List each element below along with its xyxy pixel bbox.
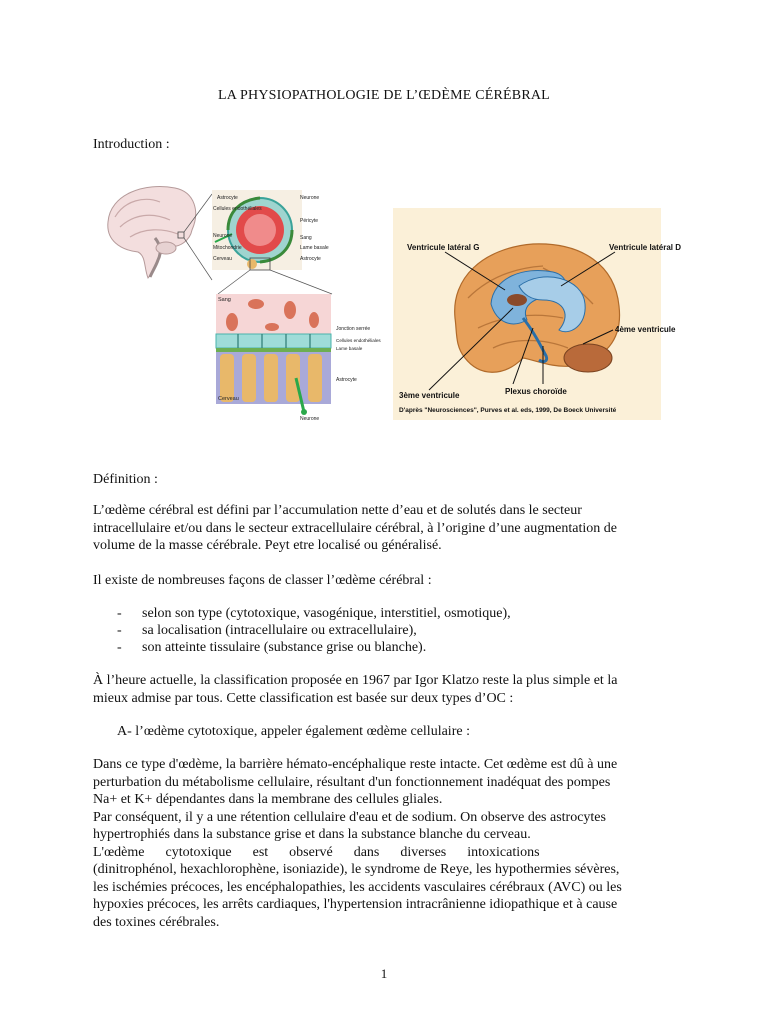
label-jonction: Jonction serrée (336, 326, 371, 332)
cyto-line: les ischémies précoces, les encéphalopathies, les accidents vasculaires cérébraux (AVC) ou les (93, 879, 622, 895)
label-astrocyte-2: Astrocyte (300, 256, 321, 262)
list-item: - selon son type (cytotoxique, vasogénique, interstitiel, osmotique), (117, 606, 511, 621)
classify-intro: Il existe de nombreuses façons de classer l’œdème cérébral : (93, 573, 432, 588)
label-sang: Sang (300, 235, 312, 241)
page-title: LA PHYSIOPATHOLOGIE DE L’ŒDÈME CÉRÉBRAL (218, 88, 550, 103)
list-item: - sa localisation (intracellulaire ou extracellulaire), (117, 623, 417, 638)
definition-line: L’œdème cérébral est défini par l’accumulation nette d’eau et de solutés dans le secteur (93, 503, 582, 518)
label-troisieme-ventricule: 3ème ventricule (399, 391, 460, 400)
label-cellules-endo-2: Cellules endothéliales (336, 338, 381, 343)
label-astrocyte: Astrocyte (217, 195, 238, 201)
label-lame-basale: Lame basale (300, 245, 329, 251)
klatzo-line: À l’heure actuelle, la classification proposée en 1967 par Igor Klatzo reste la plus simple et la (93, 673, 618, 688)
barrier-zoom (216, 294, 381, 422)
cytotoxic-paragraph (93, 756, 676, 931)
label-cellules-endo: Cellules endothéliales (213, 206, 262, 212)
cyto-line: Na+ et K+ dépendantes dans la membrane des cellules gliales. (93, 792, 443, 807)
label-ventricule-d: Ventricule latéral D (609, 243, 682, 252)
label-mitochondrie: Mitochondrie (213, 245, 242, 251)
label-ventricule-g: Ventricule latéral G (407, 243, 480, 252)
subheading-a: A- l’œdème cytotoxique, appeler également œdème cellulaire : (117, 724, 470, 739)
label-credit: D'après "Neurosciences", Purves et al. eds, 1999, De Boeck Université (399, 407, 617, 414)
capillary-cross-section (212, 190, 332, 294)
label-astrocyte-3: Astrocyte (336, 377, 357, 383)
brain-sagittal-drawing (108, 186, 212, 280)
cyto-line: hypoxies précoces, les arrêts cardiaques, l'hypertension intracrânienne idiopathique et à cause (93, 897, 618, 912)
definition-heading: Définition : (93, 472, 158, 487)
label-cerveau: Cerveau (213, 256, 232, 262)
label-pericyte: Péricyte (300, 218, 319, 224)
cyto-line: (dinitrophénol, hexachlorophène, isoniazide), le syndrome de Reye, les hypothermies sévères, (93, 862, 620, 877)
cyto-line: L'œdème cytotoxique est observé dans diverses intoxications (93, 844, 540, 860)
label-neurone: Neurone (213, 233, 233, 239)
list-item-text: son atteinte tissulaire (substance grise ou blanche). (142, 640, 427, 655)
klatzo-line: mieux admise par tous. Cette classification est basée sur deux types d’OC : (93, 690, 514, 706)
label-quatrieme-ventricule: 4ème ventricule (615, 325, 676, 334)
list-item: - son atteinte tissulaire (substance grise ou blanche). (117, 640, 427, 655)
definition-line: intracellulaire et/ou dans le secteur extracellulaire cérébral, à l’origine d’une augmentation de (93, 520, 617, 536)
label-cerveau-2: Cerveau (218, 396, 239, 402)
cyto-line: perturbation du métabolisme cellulaire, résultant d'un fonctionnement inadéquat des pompes (93, 774, 611, 790)
list-item-text: sa localisation (intracellulaire ou extracellulaire), (142, 623, 417, 638)
page-number: 1 (380, 966, 388, 981)
definition-line: volume de la masse cérébrale. Peyt etre localisé ou généralisé. (93, 538, 442, 553)
blood-brain-barrier-figure (100, 182, 381, 422)
klatzo-paragraph (93, 672, 676, 707)
label-neurone-2: Neurone (300, 195, 320, 201)
label-sang-2: Sang (218, 297, 231, 303)
cyto-line: Dans ce type d'œdème, la barrière hémato-encéphalique reste intacte. Cet œdème est dû à une (93, 757, 618, 772)
list-item-text: selon son type (cytotoxique, vasogénique, interstitiel, osmotique), (142, 606, 511, 621)
ventricles-figure (393, 208, 682, 420)
label-neurone-3: Neurone (300, 416, 320, 422)
intro-heading: Introduction : (93, 137, 170, 152)
definition-paragraph (93, 502, 676, 555)
label-plexus: Plexus choroïde (505, 387, 567, 396)
cyto-line: des toxines cérébrales. (93, 914, 220, 930)
cyto-line: Par conséquent, il y a une rétention cellulaire d'eau et de sodium. On observe des astrocytes (93, 809, 606, 825)
cyto-line: hypertrophiés dans la substance grise et dans la substance blanche du cerveau. (93, 827, 531, 842)
label-lame-basale-2: Lame basale (336, 346, 363, 351)
classification-list (117, 605, 511, 656)
